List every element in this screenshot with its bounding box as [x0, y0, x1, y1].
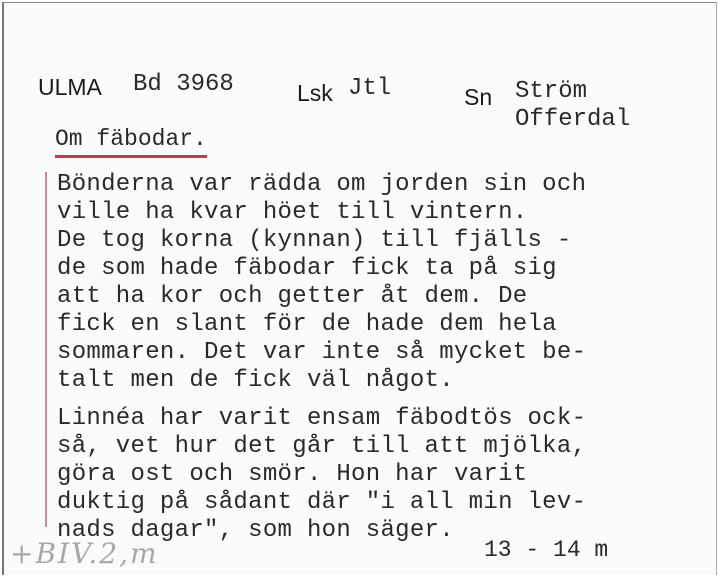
body-line: sommaren. Det var inte så mycket be-	[57, 339, 587, 366]
document-title: Om fäbodar.	[55, 128, 207, 158]
body-line: duktig på sådant där "i all min lev-	[57, 489, 587, 516]
body-line: talt men de fick väl något.	[57, 367, 454, 394]
handwritten-note: +BIV.2,m	[10, 537, 159, 570]
body-line: göra ost och smör. Hon har varit	[57, 461, 528, 488]
page-reference: 13 - 14 m	[484, 537, 609, 563]
body-line: De tog korna (kynnan) till fjälls -	[57, 227, 572, 254]
body-line: Bönderna var rädda om jorden sin och	[57, 171, 587, 198]
body-line: fick en slant för de hade dem hela	[57, 311, 557, 338]
body-line: de som hade fäbodar fick ta på sig	[57, 255, 557, 282]
body-line: att ha kor och getter åt dem. De	[57, 283, 528, 310]
body-line: ville ha kvar höet till vintern.	[57, 199, 528, 226]
landskap-label: Lsk	[297, 80, 333, 106]
landskap-value: Jtl	[348, 75, 392, 102]
socken-label: Sn	[464, 84, 493, 110]
record-number: Bd 3968	[133, 71, 234, 98]
body-line: så, vet hur det går till att mjölka,	[57, 433, 587, 460]
socken-line-1: Ström	[515, 78, 588, 105]
archive-name: ULMA	[38, 74, 102, 100]
margin-line	[45, 172, 47, 527]
body-line: Linnéa har varit ensam fäbodtös ock-	[57, 405, 587, 432]
socken-line-2: Offerdal	[515, 106, 631, 133]
body-line: nads dagar", som hon säger.	[57, 517, 454, 544]
